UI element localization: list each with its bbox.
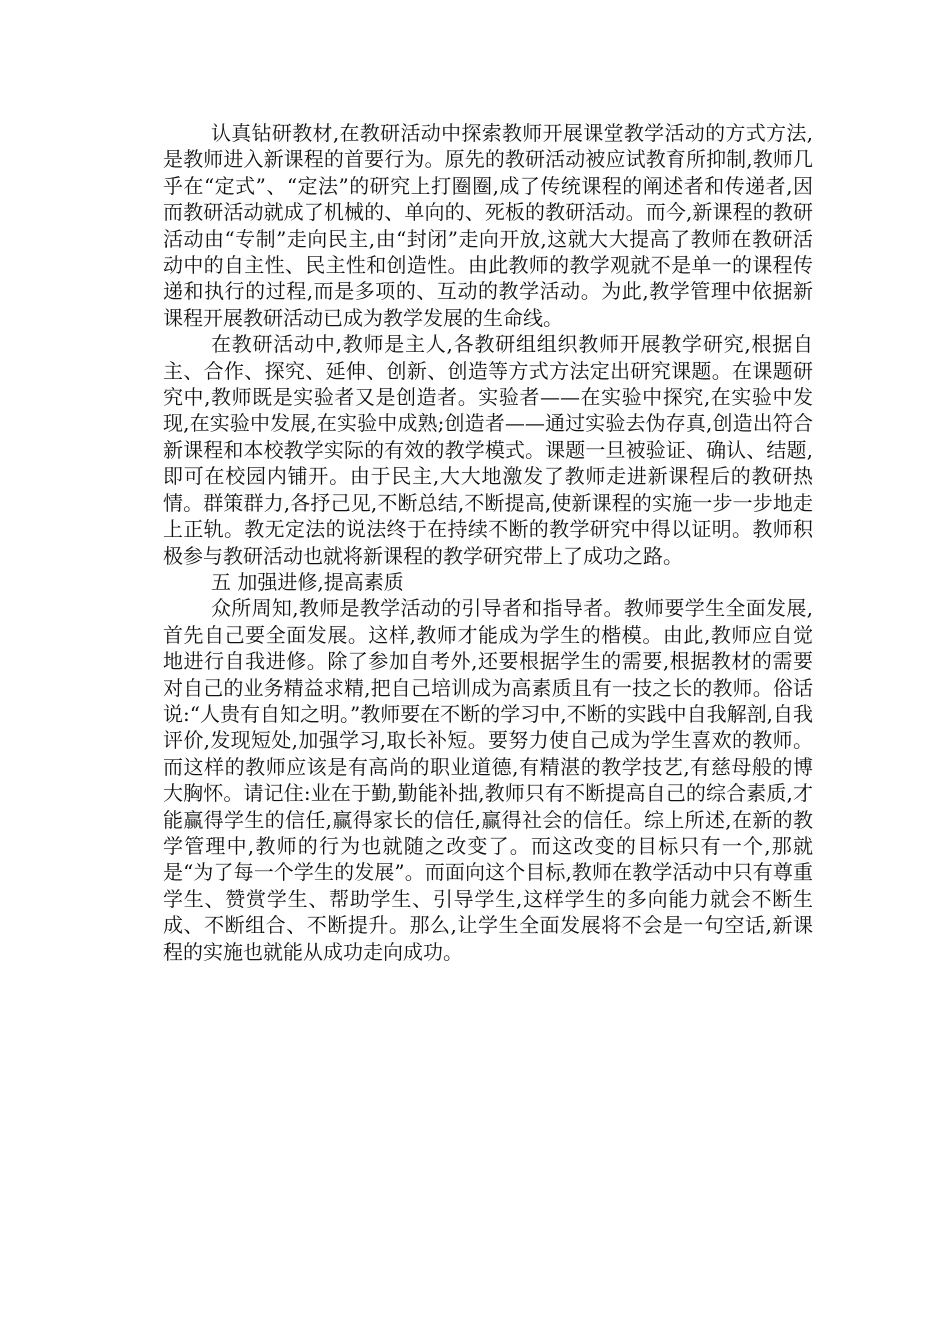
paragraph-self-improvement: 众所周知,教师是教学活动的引导者和指导者。教师要学生全面发展,首先自己要全面发展。这样,教师才能成为学生的楷模。由此,教师应自觉地进行自我进修。除了参加自考外,还要根据学生的需要,根据教材的需要对自己的业务精益求精,把自己培训成为高素质且有一技之长的教师。俗话说:“人贵有自知之明。”教师要在不断的学习中,不断的实践中自我解剖,自我评价,发现短处,加强学习,取长补短。要努力使自己成为学生喜欢的教师。而这样的教师应该是有高尚的职业道德,有精湛的教学技艺,有慈母般的博大胸怀。请记住:业在于勤,勤能补拙,教师只有不断提高自己的综合素质,才能赢得学生的信任,赢得家长的信任,赢得社会的信任。综上所述,在新的教学管理中,教师的行为也就随之改变了。而这改变的目标只有一个,那就是“为了每一个学生的发展”。而面向这个目标,教师在教学活动中只有尊重学生、赞赏学生、帮助学生、引导学生,这样学生的多向能力就会不断生成、不断组合、不断提升。那么,让学生全面发展将不会是一句空话,新课程的实施也就能从成功走向成功。 bbox=[163, 596, 813, 964]
section-heading-five: 五 加强进修,提高素质 bbox=[211, 569, 404, 594]
paragraph-teaching-research: 认真钻研教材,在教研活动中探索教师开展课堂教学活动的方式方法,是教师进入新课程的首要行为。原先的教研活动被应试教育所抑制,教师几乎在“定式”、“定法”的研究上打圈圈,成了传统课程的阐述者和传递者,因而教研活动就成了机械的、单向的、死板的教研活动。而今,新课程的教研活动由“专制”走向民主,由“封闭”走向开放,这就大大提高了教师在教研活动中的自主性、民主性和创造性。由此教师的教学观就不是单一的课程传递和执行的过程,而是多项的、互动的教学活动。为此,教学管理中依据新课程开展教研活动已成为教学发展的生命线。 bbox=[163, 121, 813, 330]
document-body bbox=[163, 120, 813, 965]
paragraph-teachers-as-owners: 在教研活动中,教师是主人,各教研组组织教师开展教学研究,根据自主、合作、探究、延伸、创新、创造等方式方法定出研究课题。在课题研究中,教师既是实验者又是创造者。实验者——在实验中探究,在实验中发现,在实验中发展,在实验中成熟;创造者——通过实验去伪存真,创造出符合新课程和本校教学实际的有效的教学模式。课题一旦被验证、确认、结题,即可在校园内铺开。由于民主,大大地激发了教师走进新课程后的教研热情。群策群力,各抒己见,不断总结,不断提高,使新课程的实施一步一步地走上正轨。教无定法的说法终于在持续不断的教学研究中得以证明。教师积极参与教研活动也就将新课程的教学研究带上了成功之路。 bbox=[163, 332, 813, 568]
